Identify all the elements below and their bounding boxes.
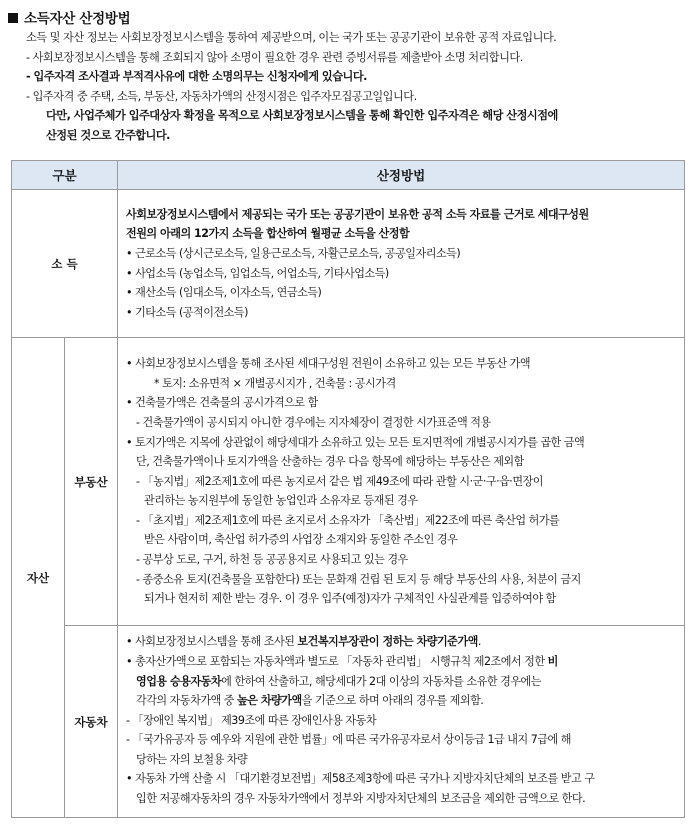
intro-line: 산정된 것으로 간주합니다. (46, 128, 170, 142)
income-item: • 사업소득 (농업소득, 임업소득, 어업소득, 기타사업소득) (126, 266, 389, 280)
intro-line: - 입주자격 중 주택, 소득, 부동산, 자동차가액의 산정시점은 입주자모집공고일입니다. (26, 89, 417, 103)
car-line: - 「장애인 복지법」 제39조에 따른 장애인사용 자동차 (126, 713, 377, 727)
calculation-table (11, 160, 685, 818)
car-line (126, 672, 676, 692)
header-category: 구분 (12, 161, 118, 190)
section-title (8, 7, 130, 27)
car-line (126, 652, 676, 672)
income-method (118, 190, 685, 338)
income-lead-line: 사회보장정보시스템에서 제공되는 국가 또는 공공기관이 보유한 공적 소득 자료를 근거로 세대구성원 (126, 207, 589, 221)
header-method: 산정방법 (118, 161, 685, 190)
realestate-line: - 공부상 도로, 구거, 하천 등 공공용지로 사용되고 있는 경우 (136, 553, 408, 567)
car-line-text: . (477, 635, 481, 649)
car-line: - 「국가유공자 등 예우와 지원에 관한 법률」에 따른 국가유공자로서 상이등급 1급 내지 7급에 해 (126, 733, 571, 747)
realestate-line: 단, 건축물가액이나 토지가액을 산출하는 경우 다음 항목에 해당하는 부동산은 제외함 (136, 455, 524, 469)
intro-line: 소득 및 자산 정보는 사회보장정보시스템을 통하여 제공받으며, 이는 국가 또는 공공기관이 보유한 공적 자료입니다. (26, 31, 557, 44)
car-line-bold: 보건복지부장관이 정하는 차량기준가액 (297, 635, 478, 649)
income-item: • 근로소득 (상시근로소득, 일용근로소득, 자활근로소득, 공공일자리소득) (126, 246, 461, 260)
car-line-bold: 비 (547, 654, 558, 668)
car-line: • 자동차 가액 산출 시 「대기환경보전법」제58조제3항에 따른 국가나 지방자치단체의 보조를 받고 구 (126, 772, 595, 786)
car-line-text: • 사회보장정보시스템을 통해 조사된 (126, 635, 298, 649)
realestate-line: 되거나 현저히 제한 받는 경우. 이 경우 입주(예정)자가 구체적인 사실관계를 입증하여야 함 (144, 592, 556, 606)
intro-line: 다만, 사업주체가 입주대상자 확정을 목적으로 사회보장정보시스템을 통해 확인한 입주자격은 해당 산정시점에 (46, 109, 558, 123)
table-header-row (12, 161, 685, 190)
realestate-label: 부동산 (65, 338, 118, 626)
income-item: • 재산소득 (임대소득, 이자소득, 연금소득) (126, 286, 322, 300)
income-lead-line: 전원의 아래의 12가지 소득을 합산하여 월평균 소득을 산정함 (126, 227, 410, 241)
realestate-line: • 사회보장정보시스템을 통해 조사된 세대구성원 전원이 소유하고 있는 모든 부동산 가액 (126, 357, 531, 371)
income-item: • 기타소득 (공적이전소득) (126, 305, 248, 319)
car-line (126, 632, 676, 652)
car-line-bold: 높은 차량가액 (237, 694, 302, 708)
car-line-bold: 영업용 승용자동차 (136, 674, 222, 688)
section-title-text: 소득자산 산정방법 (24, 11, 131, 27)
car-line: 당하는 자의 보철용 차량 (136, 752, 248, 766)
intro-text (8, 28, 690, 146)
car-line: 입한 저공해자동차의 경우 자동차가액에서 정부와 지방자치단체의 보조금을 제외한 금액으로 한다. (136, 792, 586, 806)
car-line-text: 을 기준으로 하며 아래의 경우를 제외함. (301, 694, 484, 708)
realestate-line: • 건축물가액은 건축물의 공시가격으로 함 (126, 396, 318, 410)
car-line-text: • 총자산가액으로 포함되는 자동차액과 별도로 「자동차 관리법」 시행규칙 제2조에서 정한 (126, 654, 548, 668)
realestate-line: - 「초지법」제2조제1호에 따른 초지로서 소유자가 「축산법」제22조에 따른 축산업 허가를 (136, 513, 560, 527)
car-method (118, 626, 685, 818)
table-row-car (12, 626, 685, 818)
table-row-realestate (12, 338, 685, 626)
square-bullet-icon (8, 13, 18, 23)
realestate-line: • 토지가액은 지목에 상관없이 해당세대가 소유하고 있는 모든 토지면적에 개별공시지가를 곱한 금액 (126, 435, 585, 449)
intro-line: - 사회보장정보시스템을 통해 조회되지 않아 소명이 필요한 경우 관련 증빙서류를 제출받아 소명 처리합니다. (26, 50, 523, 64)
income-label: 소 득 (12, 190, 118, 338)
car-line-text: 에 한하여 산출하고, 해당세대가 2대 이상의 자동차를 소유한 경우에는 (221, 674, 541, 688)
table-row-income (12, 190, 685, 338)
realestate-line: 관리하는 농지원부에 동일한 농업인과 소유자로 등재된 경우 (144, 494, 418, 508)
realestate-line: - 「농지법」제2조제1호에 따른 농지로서 같은 법 제49조에 따라 관할 시·군·구·읍·면장이 (136, 474, 543, 488)
realestate-method (118, 338, 685, 626)
asset-label: 자산 (12, 338, 65, 818)
realestate-line: - 건축물가액이 공시되지 아니한 경우에는 지자체장이 결정한 시가표준액 적용 (136, 415, 491, 429)
realestate-line: - 종중소유 토지(건축물을 포함한다) 또는 문화재 건립 된 토지 등 해당 부동산의 사용, 처분이 금지 (136, 572, 581, 586)
car-label: 자동차 (65, 626, 118, 818)
intro-line: - 입주자격 조사결과 부적격사유에 대한 소명의무는 신청자에게 있습니다. (26, 70, 367, 84)
car-line (126, 691, 676, 711)
car-line-text: 각각의 자동차가액 중 (136, 694, 238, 708)
realestate-line: 받은 사람이며, 축산업 허가증의 사업장 소재지와 동일한 주소인 경우 (144, 533, 458, 547)
realestate-line: * 토지: 소유면적 × 개별공시지가 , 건축물 : 공시가격 (154, 376, 396, 390)
